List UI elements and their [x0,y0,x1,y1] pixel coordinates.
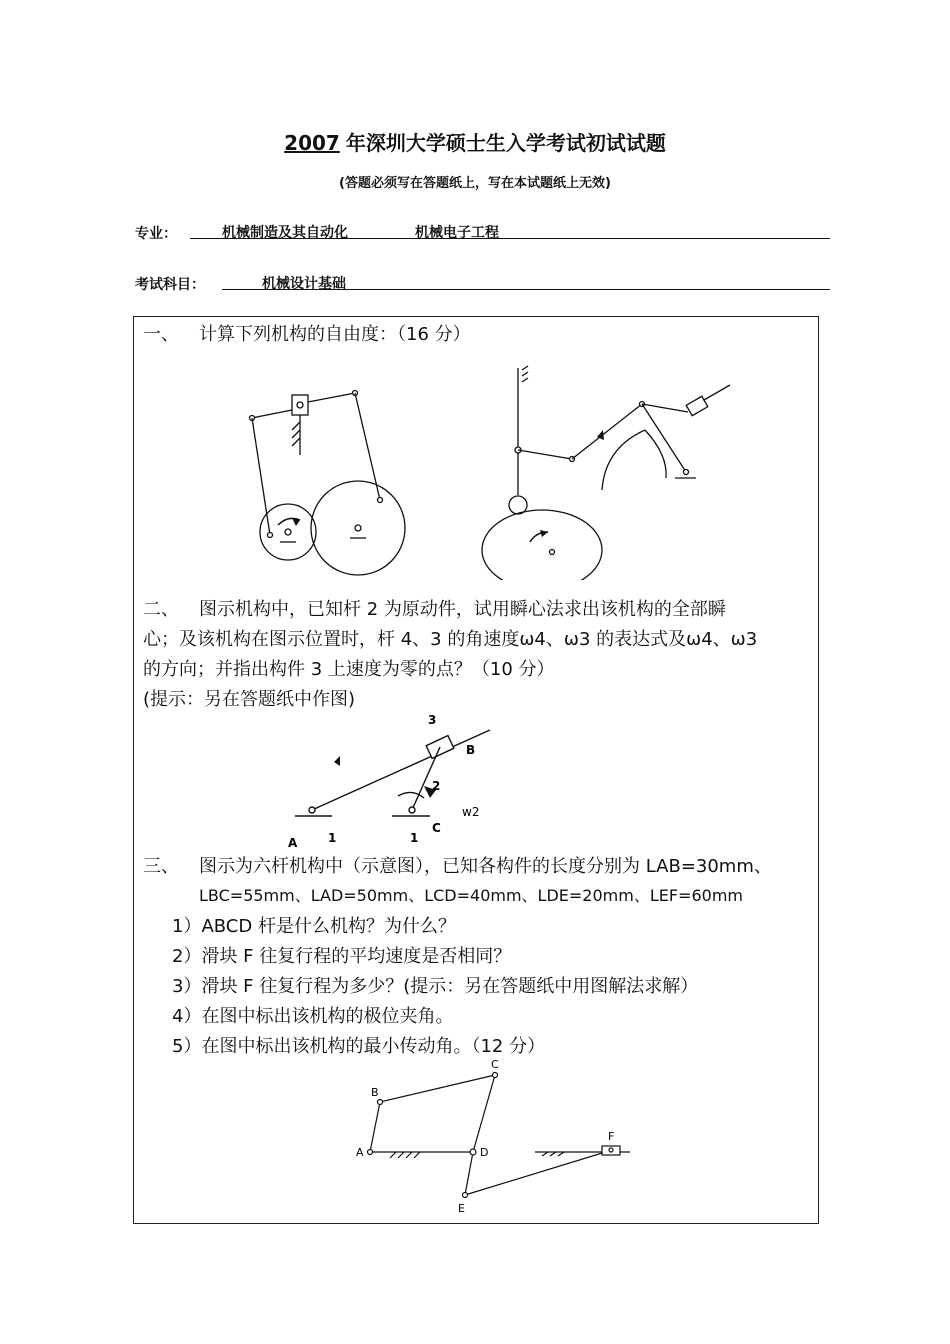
q3-label-F: F [608,1130,615,1143]
q3-figure [350,1060,650,1220]
q3-item-3: 3）滑块 F 往复行程为多少？(提示：另在答题纸中用图解法求解） [172,976,699,997]
major-value-2: 机械电子工程 [415,225,499,241]
q2-text-2: 心；及该机构在图示位置时，杆 4、3 的角速度ω4、ω3 的表达式及ω4、ω3 [143,629,758,650]
q3-label-E: E [458,1202,465,1215]
q1-text: 计算下列机构的自由度：（16 分） [199,324,471,345]
subject-value: 机械设计基础 [262,276,346,292]
q3-item-4: 4）在图中标出该机构的极位夹角。 [172,1006,454,1027]
q3-label-C: C [491,1060,499,1071]
q2-label-1c: 1 [410,831,419,845]
q3-label-B: B [371,1086,379,1099]
subject-underline [222,289,830,290]
subject-label: 考试科目： [135,277,205,293]
q2-number: 二、 [143,599,179,620]
q2-text-3: 的方向；并指出构件 3 上速度为零的点？（10 分） [143,659,555,680]
q1-figure-left [230,360,430,580]
major-underline [190,238,830,239]
q2-hint: (提示：另在答题纸中作图) [143,689,356,710]
q3-text-2: LBC=55mm、LAD=50mm、LCD=40mm、LDE=20mm、LEF=60mm [199,886,743,905]
q2-label-1a: 1 [328,831,337,845]
q3-item-2: 2）滑块 F 往复行程的平均速度是否相同？ [172,946,512,967]
q2-label-B: B [466,743,476,757]
q2-figure [280,710,510,855]
major-label: 专业： [135,226,177,242]
q3-item-5: 5）在图中标出该机构的最小传动角。（12 分） [172,1036,546,1057]
q1-heading [143,320,471,350]
q3-item-1: 1）ABCD 杆是什么机构？为什么？ [172,916,456,937]
q3-label-D: D [480,1146,489,1159]
q3-line1 [143,852,772,882]
q1-figure-right [470,360,750,580]
q3-text-1: 图示为六杆机构中（示意图），已知各构件的长度分别为 LAB=30mm、 [199,856,772,877]
major-value-1: 机械制造及其自动化 [222,225,348,241]
q2-label-C: C [432,821,441,835]
q2-label-w2: w2 [462,805,480,819]
q2-label-A: A [288,836,298,850]
q1-number: 一、 [143,324,179,345]
exam-title-text: 年深圳大学硕士生入学考试初试试题 [345,131,666,155]
q2-label-3: 3 [428,713,437,727]
q3-label-A: A [356,1146,364,1159]
exam-year: 2007 [284,131,340,155]
exam-title [0,127,950,156]
q2-label-2: 2 [432,779,441,793]
q2-line1 [143,595,726,625]
exam-instruction: (答题必须写在答题纸上，写在本试题纸上无效) [339,176,611,191]
q2-text-1: 图示机构中，已知杆 2 为原动件，试用瞬心法求出该机构的全部瞬 [199,599,726,620]
q3-number: 三、 [143,856,179,877]
